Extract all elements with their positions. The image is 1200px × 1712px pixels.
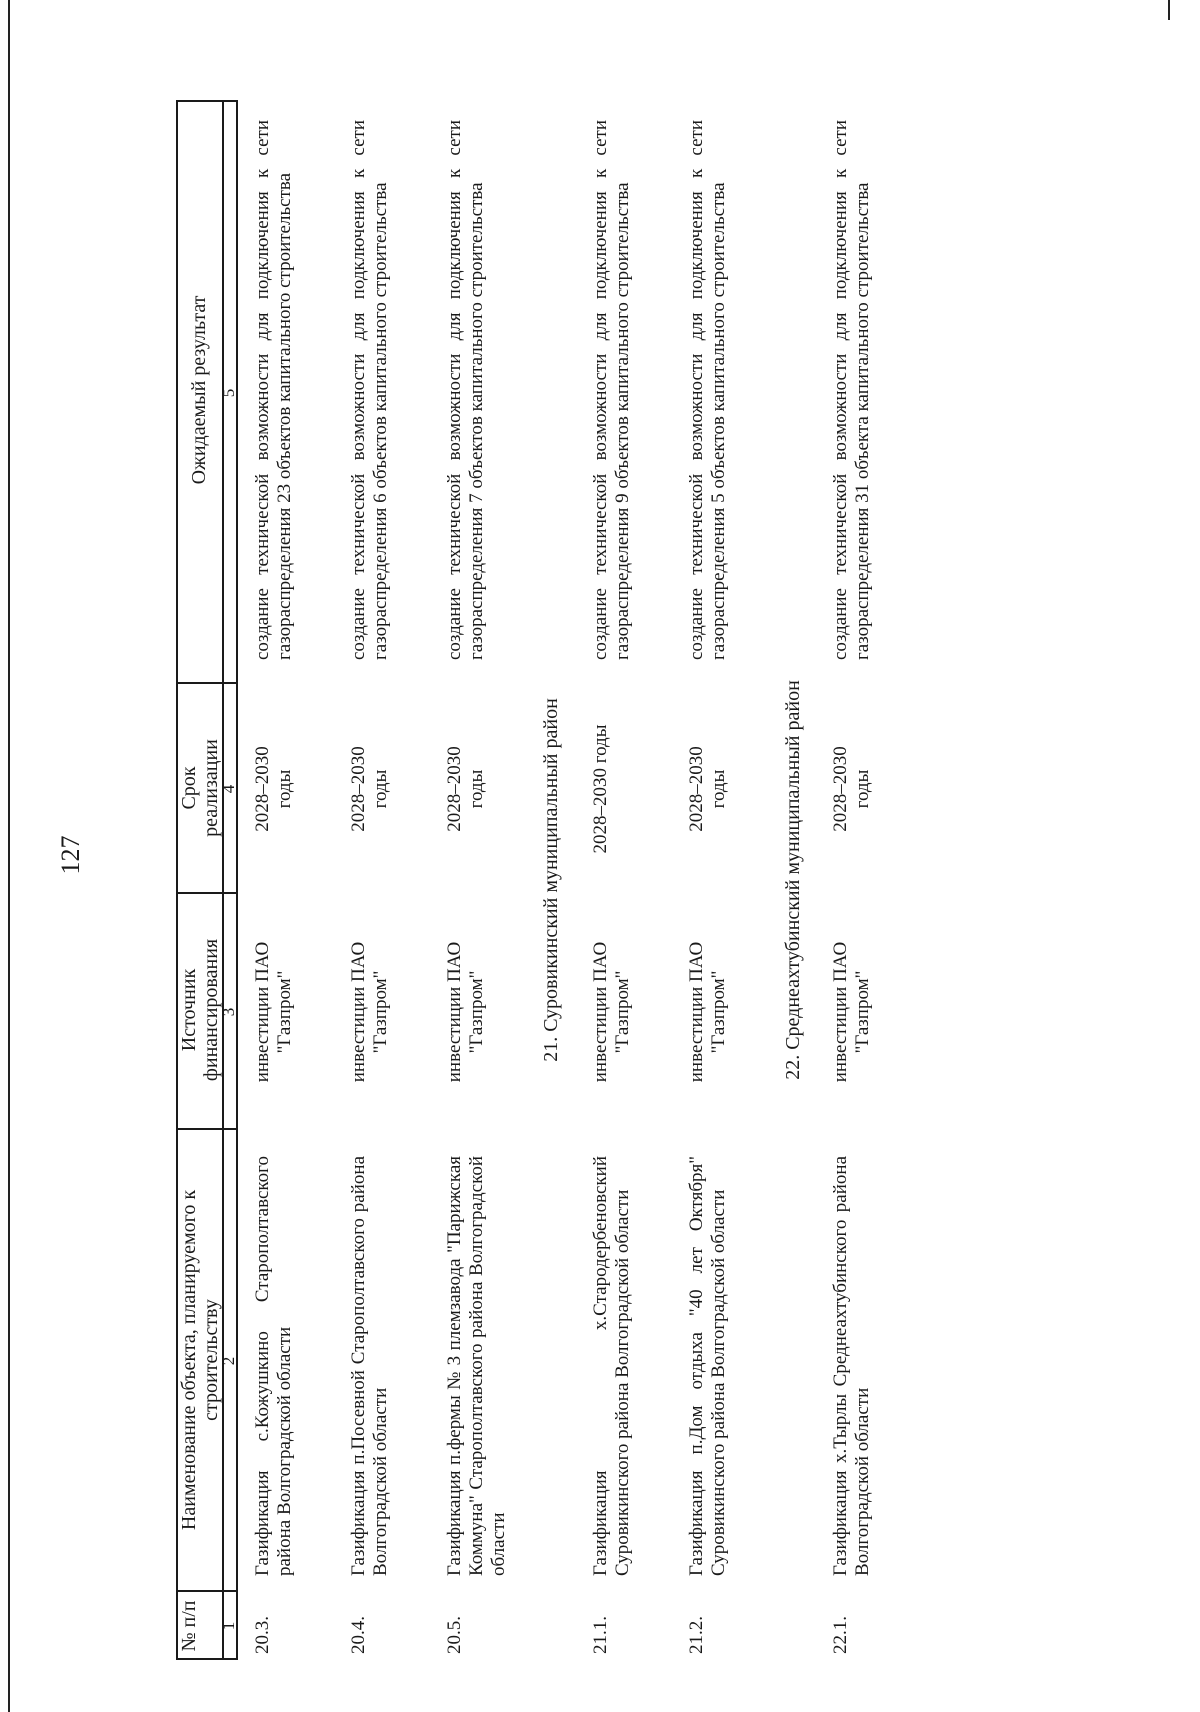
table-row-name: Газификация х.Тырлы Среднеахтубинского района Волгоградской области bbox=[830, 1156, 873, 1576]
table-row-num: 21.2. bbox=[686, 1616, 707, 1654]
table-row-num: 22.1. bbox=[830, 1616, 851, 1654]
scan-edge-line bbox=[1168, 0, 1170, 20]
table-row-period: 2028–2030 годы bbox=[686, 746, 729, 832]
table-row-period: 2028–2030 годы bbox=[252, 746, 295, 832]
header-name: Наименование объекта, планируемого к строительству bbox=[178, 1189, 222, 1531]
column-number: 4 bbox=[219, 784, 238, 794]
table-row-source: инвестиции ПАО "Газпром" bbox=[830, 941, 873, 1083]
header-source: Источник финансирования bbox=[178, 938, 222, 1082]
table-row-result: создание технической возможности для подключения к сети газораспределения 9 объектов капитального строительства bbox=[590, 120, 633, 660]
table-row-result: создание технической возможности для подключения к сети газораспределения 31 объекта капитального строительства bbox=[830, 120, 873, 660]
section-title: 21. Суровикинский муниципальный район bbox=[540, 698, 562, 1062]
table-row-num: 20.4. bbox=[348, 1616, 369, 1654]
column-number: 5 bbox=[219, 388, 238, 398]
table-row-name: Газификация п.Дом отдыха "40 лет Октября" Суровикинского района Волгоградской области bbox=[686, 1156, 729, 1576]
table-row-source: инвестиции ПАО "Газпром" bbox=[252, 941, 295, 1083]
scan-edge-line bbox=[8, 0, 10, 1712]
table-row-source: инвестиции ПАО "Газпром" bbox=[590, 941, 633, 1083]
table-row-num: 21.1. bbox=[590, 1616, 611, 1654]
header-result: Ожидаемый результат bbox=[188, 295, 210, 485]
table-row-num: 20.5. bbox=[444, 1616, 465, 1654]
column-number: 2 bbox=[219, 1356, 238, 1366]
table-row-name: Газификация х.Стародербеновский Суровикинского района Волгоградской области bbox=[590, 1156, 633, 1576]
column-number: 3 bbox=[219, 1007, 238, 1017]
table-row-source: инвестиции ПАО "Газпром" bbox=[444, 941, 487, 1083]
table-row-result: создание технической возможности для подключения к сети газораспределения 5 объектов капитального строительства bbox=[686, 120, 729, 660]
table-row-period: 2028–2030 годы bbox=[590, 724, 611, 854]
table-row-result: создание технической возможности для подключения к сети газораспределения 23 объектов капитального строительства bbox=[252, 120, 295, 660]
table-row-period: 2028–2030 годы bbox=[348, 746, 391, 832]
table-row-name: Газификация п.Посевной Старополтавского района Волгоградской области bbox=[348, 1156, 391, 1576]
header-num: № п/п bbox=[178, 1600, 200, 1652]
column-number: 1 bbox=[219, 1621, 238, 1631]
table-row-source: инвестиции ПАО "Газпром" bbox=[686, 941, 729, 1083]
header-period: Срок реализации bbox=[178, 739, 222, 837]
table-row-result: создание технической возможности для подключения к сети газораспределения 7 объектов капитального строительства bbox=[444, 120, 487, 660]
table-row-result: создание технической возможности для подключения к сети газораспределения 6 объектов капитального строительства bbox=[348, 120, 391, 660]
table-row-source: инвестиции ПАО "Газпром" bbox=[348, 941, 391, 1083]
section-title: 22. Среднеахтубинский муниципальный район bbox=[782, 680, 804, 1080]
table-row-name: Газификация п.фермы № 3 племзавода "Парижская Коммуна" Старополтавского района Волгоградской области bbox=[444, 1156, 509, 1576]
table-row-name: Газификация с.Кожушкино Старополтавского района Волгоградской области bbox=[252, 1156, 295, 1576]
table-row-period: 2028–2030 годы bbox=[444, 746, 487, 832]
table-row-num: 20.3. bbox=[252, 1616, 273, 1654]
table-row-period: 2028–2030 годы bbox=[830, 746, 873, 832]
rotated-table bbox=[170, 100, 890, 1660]
page-number: 127 bbox=[56, 835, 85, 875]
